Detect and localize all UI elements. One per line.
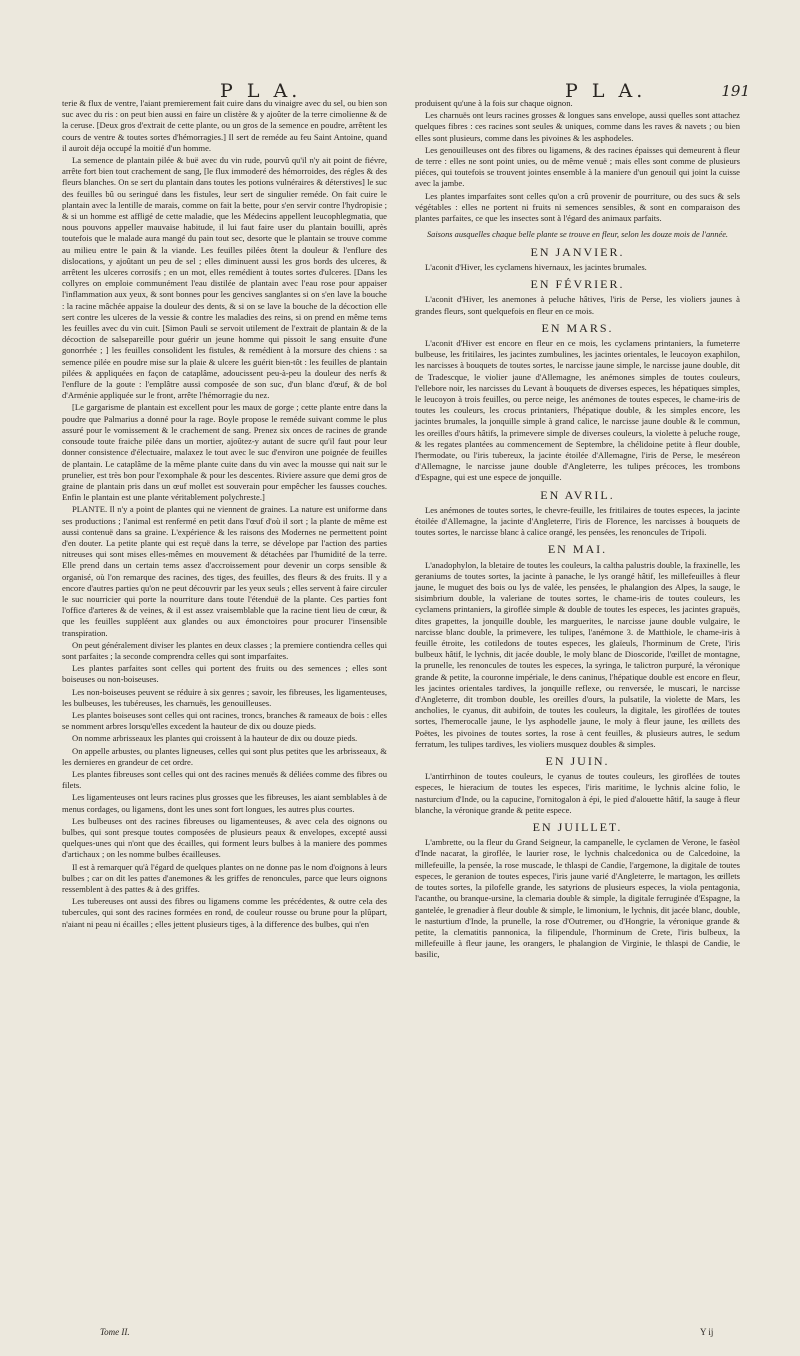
paragraph: Les plantes boiseuses sont celles qui ont racines, troncs, branches & rameaux de bois : elles se nomment arbres lorsqu'elles excedent la hauteur de dix ou douze pieds. [62,709,387,732]
paragraph: On nomme arbrisseaux les plantes qui croissent à la hauteur de dix ou douze pieds. [72,733,358,744]
paragraph: terie & flux de ventre, l'aiant premierement fait cuire dans du vinaigre avec du sel, ou bien son suc avec du ris : on peut bien aussi en faire un clistère & y ajoûter de la terre cimolienne & de la ceruse. [Deux gros d'extrait de cette plante, ou un gros de la semence en poudre, arrêtent les cours de ventre & toutes sortes d'hémorragies.] Il sert de reméde au feu Saint Antoine, quand il auroit déja occupé la moitié d'un homme. [62,98,387,153]
month-text-april: Les anémones de toutes sortes, le chevre-feuille, les fritilaires de toutes especes, la jacinte étoilée d'Allemagne, la jacinte d'Angleterre, l'iris de Florence, les narcisses à bouquets de toutes sortes, le narcisse blanc à calice orangé, les pensées, les renoncules de Tripoli. [415,504,740,538]
paragraph: On peut généralement diviser les plantes en deux classes ; la premiere contiendra celles qui sont parfaites ; la seconde comprendra celles qui sont imparfaites. [62,639,387,661]
month-text-july: L'ambrette, ou la fleur du Grand Seigneur, la campanelle, le cyclamen de Verone, le fasèol d'Inde nacarat, la giroflée, le laurier rose, le lychnis chalcedonica ou de Calcedoine, la millefeuille, la pensée, la rose muscade, le thlaspi de Candie, l'argemone, la digitale de toutes especes, le geranion de toutes especes, l'iris jaune varié d'Angleterre, le martagon, les œillets de toutes sortes, la pilofelle grande, les satyrions de plusieurs especes, la viola pentagonia, l'acanthe, ou branque-ursine, la clemaria double & simple, la digitale ferruginée d'Espagne, la gantelée, le grenadier à fleur double & simple, le limonium, le lychnis, dit jacée blanc, double, le nasturtium d'Inde, la prunelle, la rose d'Outremer, ou d'Hongrie, la véronique grande & petite, la clematitis pannonica, la filipendule, l'horminum de Crete, l'iris bulbeux, la millefeuille à fleur jaune, les orangers, le phalangion de Virginie, le thlaspi de Candie, le basilic, [415,837,740,960]
month-heading-april: EN AVRIL. [540,487,615,502]
month-heading-june: EN JUIN. [545,754,610,769]
paragraph: Il est à remarquer qu'à l'égard de quelques plantes on ne donne pas le nom d'oignons à leurs bulbes ; car on dit les pattes d'anemones & les griffes de renoncules, parce que leurs oignons ressemblent à des pattes & à des griffes. [62,861,387,895]
paragraph: Les charnuës ont leurs racines grosses & longues sans envelope, aussi quelles sont attachez quelques fibres : ces racines sont seules & uniques, comme dans les raves & navets ; ou bien elles sont plusieurs, comme dans les pivoines & les asphodeles. [415,110,740,143]
month-heading-february: EN FÉVRIER. [530,277,625,292]
paragraph: Les plantes fibreuses sont celles qui ont des racines menuës & déliées comme des fibres ou filets. [62,768,387,791]
seasons-heading: Saisons ausquelles chaque belle plante se trouve en fleur, selon les douze mois de l'année. [426,230,729,240]
month-text-march: L'aconit d'Hiver est encore en fleur en ce mois, les cyclamens printaniers, la fumeterre bulbeuse, les fritilaires, les jacintes zumbulines, les jacintes orientales, le leucoyon exaphilon, les narcisses à bouquets de toutes sortes, le narcisse jaune simple, le narcisse jaune double, dit de Tradescque, le violier jaune d'Allemagne, les anémones simples de toutes couleurs, l'ellebore noir, les narcisses du Levant à bouquets de diverses especes, les hépatiques simples, le leucoyon à trois feuilles, ou perce neige, les anémones de toutes especes, le chame-iris de toutes les couleurs, les crocus printaniers, l'hépatique double, & les simples encore, les jacintes brumales, la jonquille simple à grand calice, le narcisse jaune double & le commun, les oreilles d'ours hâtifs, la primevere simple de diverses couleurs, la violette à peluche rouge, & les regates plantées au commencement de Septembre, la chélidoine petite à fleur double, l'hermodate, ou l'iris tubereux, la jacinte étoilée d'Allemagne, l'iris de Perse, le meséreon d'Allemagne, le narcisse jaune double d'Angleterre, les tulipes précoces, les trombons d'Espagne, qui est une espece de jonquille. [415,337,740,483]
running-head-left: P L A. [220,80,302,102]
month-heading-march: EN MARS. [541,320,614,335]
paragraph: PLANTE. Il n'y a point de plantes qui ne viennent de graines. La nature est uniforme dans ses productions ; l'animal est renfermé en petit dans l'œuf d'où il sort ; la plante de même est aussi contenuë dans sa graine. L'expérience & les raisons des Modernes ne permettent point d'en douter. La petite plante qui est reçuë dans la terre, se dévelope par l'action des parties nitreuses qui sont mises elles-mêmes en mouvement & détachées par l'humidité de la terre. Elle prend dans un certain tems assez d'accroissement pour devenir un corps sensible & organisé, où l'on remarque des racines, des tiges, des feuilles, des fleurs & des fruits. Il y a encore d'autres parties qu'on ne peut découvrir par les yeux seuls ; elles servent à faire circuler le suc nourricier qui porte la nourriture dans toute l'étenduë de la plante. Ces parties font l'office d'arteres & de veines, & il est assez vraisemblable que la racine tient lieu de cœur, & que les feuilles suppléent aux glandes ou aux émonctoires pour procurer l'insensible transpiration. [62,504,387,638]
paragraph: Les tubereuses ont aussi des fibres ou ligamens comme les précédentes, & outre cela des tubercules, qui sont des racines formées en rond, de couleur rousse ou brune pour la plûpart, n'aiant ni peau ni écailles ; elles jettent plusieurs tiges, à la difference des bulbes, qui n'en [62,896,387,929]
paragraph: [Le gargarisme de plantain est excellent pour les maux de gorge ; cette plante entre dans la poudre que Palmarius a donné pour la rage. Boyle propose le reméde suivant comme le plus assuré pour le vomissement & le crachement de sang. Prenez six onces de racines de grande consoude toute fraiche pilée dans un mortier, ajoûtez-y autant de sucre qu'il faut pour leur donner consistence d'électuaire, malaxez le tout avec le suc d'environ une poignée de feuilles de plantain. Le cataplâme de la même plante cuite dans du vin avec la mousse qui nait sur le prunelier, est très bon pour l'exomphale & pour les descentes. Riviere assure que demi gros de graine de plantain pris dans un œuf mollet est souverain pour empêcher les fausses couches. Enfin le plantain est une plante véritablement polychreste.] [62,402,387,503]
month-heading-january: EN JANVIER. [530,244,625,259]
left-column [62,98,387,931]
footer-signature: Y ij [700,1327,714,1337]
month-text-january: L'aconit d'Hiver, les cyclamens hivernaux, les jacintes brumales. [425,261,647,272]
month-text-february: L'aconit d'Hiver, les anemones à peluche hâtives, l'iris de Perse, les violiers jaunes à grandes fleurs, sont quelquefois en fleur en ce mois. [415,294,740,316]
paragraph: Les non-boiseuses peuvent se réduire à six genres ; savoir, les fibreuses, les ligamenteuses, les bulbeuses, les tubéreuses, les charnuës, les genouilleuses. [62,686,387,708]
paragraph: La semence de plantain pilée & buë avec du vin rude, pourvû qu'il n'y ait point de fiévre, arrête fort bien tout crachement de sang, [le flux immoderé des hémorroides, des régles & des fleurs blanches. On se sert du plantain dans toutes les potions vulnéraires & déterstives] le suc des feuilles bû ou seringué dans les fistules, leur sert de singulier reméde. On fait cuire le plantain avec la lentille de marais, comme on fait la bette, pour s'en servir contre l'hydropisie ; & si un homme est affligé de cette maladie, que les Médecins appellent leucophlegmatia, que nous pouvons appeller mauvaise habitude, il lui faut faire user du plantain bouilli, après toutefois que le malade aura mangé du pain tout sec, desorte que le plantain se trouve comme au milieu entre le pain & la viande. Les feuilles pilées ôtent la douleur & l'enflure des dislocations, y ajoûtant un peu de sel ; elles diminuent aussi les gros bords des ulceres, & arrêtent les ulceres corrosifs ; en un mot, elles remédient à toutes sortes d'ulceres. [Dans les collyres on emploie communément l'eau distilée de plantain avec l'eau rose pour appaiser l'inflammation aux yeux, & sont bonnes pour les gencives sanglantes si on s'en lave la bouche : la racine mâchée appaise la douleur des dents, & si on se lave la bouche de la décoction elle sert contre les ulceres de la vessie & contre les maladies des reins, si on prend en même tems les feuilles avec du vin cuit. [Simon Pauli se servoit utilement de l'extrait de plantain & de la décoction de salsepareille pour guérir un jeune homme qui pissoit le sang ensuite d'une gonorrhée ; ] les feuilles consolident les fistules, & remédient à la morsure des chiens : sa semence pilée en poudre mise sur la plaie & ulcere les guérit bien-tôt : les feuilles de plantain pilées & appliquées en façon de cataplâme, adoucissent peu-à-peu la douleur des nerfs & l'enflure de la goute : l'emplâtre aussi composée de son suc, d'un blanc d'œuf, & de bol d'Arménie appliquée sur le front, arrête l'hémorragie du nez. [62,155,387,401]
right-column [415,98,740,962]
paragraph: Les plantes parfaites sont celles qui portent des fruits ou des semences ; elles sont boiseuses ou non-boiseuses. [62,663,387,685]
footer-volume: Tome II. [100,1327,130,1337]
paragraph: Les ligamenteuses ont leurs racines plus grosses que les fibreuses, les aiant semblables à de menus cordages, ou ligamens, dont les unes sont fort longues, les autres plus courtes. [62,792,387,814]
month-heading-may: EN MAI. [547,542,608,557]
paragraph: Les bulbeuses ont des racines fibreuses ou ligamenteuses, & avec cela des oignons ou bulbes, qui sont presque toutes composées de plusieurs peaux & envelopes, excepté aussi quelques-unes qui n'ont que des écailles, qui forment leurs bulbes à la maniere des pommes d'artichaux ; on les nomme bulbes écailleuses. [62,815,387,860]
paragraph: produisent qu'une à la fois sur chaque oignon. [415,98,573,108]
paragraph: Les genouilleuses ont des fibres ou ligamens, & des racines épaisses qui demeurent à fleur de terre : elles ne sont point unies, ou de même venuë ; mais elles sont comme de plusieurs piéces, qui toutefois se trouvent jointes ensemble à la maniere d'un genouil qui joint la cuisse avec la jambe. [415,144,740,189]
month-text-may: L'anadophylon, la bletaire de toutes les couleurs, la caltha palustris double, la fraxinelle, les geraniums de toutes sortes, la jacinte à panache, le lys orangé hâtif, les millefeuilles à fleur jaune, le muguet des bois ou lys de valée, les pensées, le phalangion des Alpes, la sauge, le sisimbrium double, la valeriane de toutes sortes, le chame-iris de toutes couleurs, les cyclamens printaniers, la giroflée simple & double de toutes les especes, les jacintes grapuës, dites grapettes, la jonquille double, les marguerites, le narcisse jaune double vulgaire, le narcisse blanc double, la primevere, les tulipes, l'anémone 3. de Matthiole, le chame-iris à feuille étroite, les cotiledons de toutes especes, les glaïeuls, l'horminum de Crete, l'iris bulbeux hâtif, le lychnis, dit jacée double, le moly blanc de Dioscoride, l'œillet de montagne, la prunelle, les renoncules de toutes les especes, la syringa, le talictron purpuré, la véronique grande & petite, la couronne impériale, le dens caninus, l'hépatique double est encore en fleur, les jacintes orientales tardives, la jonquille reflexe, ou renversée, le muscari, le narcisse d'Angleterre, dit trombon double, les oreilles d'ours, la pulsatile, la violette de Mars, les ancholies, le cyanus, dit aubifoin, de toutes les couleurs, la digitale, les giroflées de toutes sortes, l'hemerocalle jaune, le lys asphodelle jaune, le moly à fleur jaune, les œillets des Poëtes, les pivoines de toutes sortes, la rose à cent feuilles, & plusieurs autres, le sedum ferratum, les tulipes tardives, les violiers musquez doubles & simples. [415,559,740,749]
month-heading-july: EN JUILLET. [532,820,623,835]
page-number: 191 [721,82,750,100]
running-head-right: P L A. [565,80,647,102]
paragraph: Les plantes imparfaites sont celles qu'on a crû provenir de pourriture, ou des sucs & sels végétables : elles ne portent ni fruits ni semences sensibles, & sont en comparaison des plantes parfaites, ce que les insectes sont à l'égard des animaux parfaits. [415,190,740,224]
paragraph: On appelle arbustes, ou plantes ligneuses, celles qui sont plus petites que les arbrisseaux, & les dernieres en grandeur de cet ordre. [62,745,387,767]
month-text-june: L'antirrhinon de toutes couleurs, le cyanus de toutes couleurs, les giroflées de toutes especes, le hieracium de toutes les especes, l'iris maritime, le lychnis alcine folio, le nasturcium d'Inde, ou la capucine, l'ornitogalon à épi, le pied d'alouette hâtif, la sauge à fleur blanche, la véronique grande & petite espece. [415,771,740,815]
